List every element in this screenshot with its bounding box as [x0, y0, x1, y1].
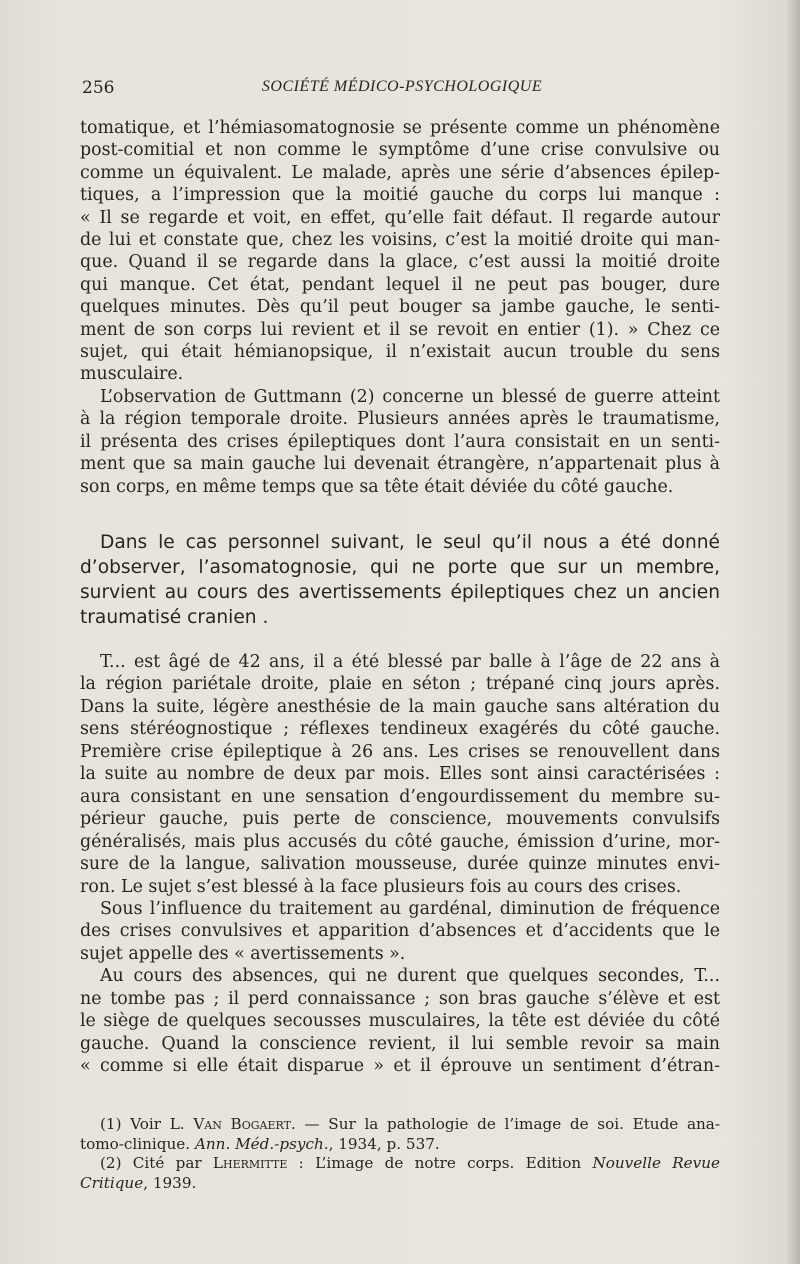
- footnote-text: , 1939.: [143, 1173, 197, 1192]
- footnote-text: tomo-clinique.: [80, 1134, 195, 1153]
- footnote-1-cont: [80, 1135, 720, 1155]
- text-line: L’observation de Guttmann (2) concerne un blessé de guerre atteint: [100, 386, 720, 407]
- text-line: quelques minutes. Dès qu’il peut bouger sa jambe gauche, le senti-: [80, 297, 720, 318]
- text-line: périeur gauche, puis perte de conscience, mouvements convulsifs: [80, 809, 720, 830]
- text-line: sujet appelle des « avertissements ».: [80, 943, 406, 964]
- text-line: Au cours des absences, qui ne durent que quelques secondes, T...: [100, 966, 720, 987]
- text-line: ment de son corps lui revient et il se revoit en entier (1). » Chez ce: [80, 319, 720, 340]
- text-line: T... est âgé de 42 ans, il a été blessé par balle à l’âge de 22 ans à: [100, 652, 720, 672]
- footnote-text: (2) Cité par: [100, 1154, 213, 1172]
- case-report: [80, 651, 720, 1078]
- main-text-top: [80, 117, 720, 498]
- text-line: ron. Le sujet s’est blessé à la face plusieurs fois au cours des crises.: [80, 876, 682, 897]
- text-line: des crises convulsives et apparition d’absences et d’accidents que le: [80, 921, 720, 942]
- text-line: musculaire.: [80, 364, 184, 385]
- text-line: « Il se regarde et voit, en effet, qu’elle fait défaut. Il regarde autour: [80, 207, 720, 228]
- text-line: Première crise épileptique à 26 ans. Les crises se renouvellent dans: [80, 741, 720, 762]
- footnotes: [80, 1115, 720, 1193]
- text-line: sujet, qui était hémianopsique, il n’existait aucun trouble du sens: [80, 342, 720, 363]
- text-line: généralisés, mais plus accusés du côté gauche, émission d’urine, mor-: [80, 831, 720, 852]
- text-line: Dans la suite, légère anesthésie de la main gauche sans altération du: [80, 696, 720, 717]
- page-edge-shadow: [786, 0, 800, 1264]
- footnote-2: [80, 1154, 720, 1174]
- page-number: 256: [82, 78, 115, 98]
- text-line: son corps, en même temps que sa tête était déviée du côté gauche.: [80, 476, 674, 497]
- text-line: survient au cours des avertissements épileptiques chez un ancien: [80, 582, 720, 603]
- text-line: ne tombe pas ; il perd connaissance ; son bras gauche s’élève et est: [80, 988, 720, 1009]
- text-line: Sous l’influence du traitement au gardénal, diminution de fréquence: [100, 898, 720, 919]
- text-line: la région pariétale droite, plaie en séton ; trépané cinq jours après.: [80, 674, 720, 695]
- text-line: Dans le cas personnel suivant, le seul qu’il nous a été donné: [100, 532, 720, 553]
- footnote-journal: Nouvelle Revue: [592, 1154, 720, 1172]
- text-line: ment que sa main gauche lui devenait étrangère, n’appartenait plus à: [80, 454, 720, 475]
- text-line: sure de la langue, salivation mousseuse, durée quinze minutes envi-: [80, 854, 720, 875]
- footnote-author: Van Bogaert: [193, 1115, 291, 1133]
- text-line: tiques, a l’impression que la moitié gauche du corps lui manque :: [80, 185, 720, 206]
- footnote-author: Lhermitte: [212, 1154, 288, 1172]
- paragraph-2: [80, 386, 720, 498]
- page-header: [82, 78, 718, 100]
- text-line: d’observer, l’asomatognosie, qui ne porte que sur un membre,: [80, 557, 720, 578]
- footnote-2-cont: [80, 1174, 720, 1194]
- paragraph-1: [80, 117, 720, 386]
- paragraph-6: [80, 965, 720, 1077]
- text-line: que. Quand il se regarde dans la glace, c’est aussi la moitié droite: [80, 252, 720, 273]
- text-line: il présenta des crises épileptiques dont l’aura consistait en un senti-: [80, 431, 720, 452]
- footnote-text: , 1934, p. 537.: [328, 1134, 440, 1153]
- running-title: SOCIÉTÉ MÉDICO-PSYCHOLOGIQUE: [261, 78, 543, 95]
- footnote-journal: Ann. Méd.-psych.: [194, 1134, 329, 1153]
- text-line: le siège de quelques secousses musculaires, la tête est déviée du côté: [80, 1011, 720, 1032]
- text-line: comme un équivalent. Le malade, après une série d’absences épilep-: [80, 162, 720, 183]
- paragraph-5: [80, 898, 720, 965]
- footnote-text: (1) Voir L.: [100, 1115, 194, 1133]
- text-line: post-comitial et non comme le symptôme d’une crise convulsive ou: [80, 140, 720, 161]
- text-line: « comme si elle était disparue » et il éprouve un sentiment d’étran-: [80, 1056, 720, 1077]
- paragraph-3-inserted: [80, 530, 720, 630]
- text-line: qui manque. Cet état, pendant lequel il ne peut pas bouger, dure: [80, 274, 720, 295]
- text-line: la suite au nombre de deux par mois. Elles sont ainsi caractérisées :: [80, 764, 720, 785]
- text-line: sens stéréognostique ; réflexes tendineux exagérés du côté gauche.: [80, 719, 720, 740]
- text-line: traumatisé cranien .: [80, 607, 269, 628]
- footnote-journal: Critique: [80, 1173, 144, 1192]
- footnote-1: [80, 1115, 720, 1135]
- text-line: aura consistant en une sensation d’engourdissement du membre su-: [80, 786, 720, 807]
- paragraph-4: [80, 651, 720, 898]
- text-line: de lui et constate que, chez les voisins, c’est la moitié droite qui man-: [80, 230, 720, 251]
- text-line: à la région temporale droite. Plusieurs années après le traumatisme,: [80, 409, 720, 430]
- footnote-text: . — Sur la pathologie de l’image de soi. Etude ana-: [290, 1115, 720, 1133]
- footnote-text: : L’image de notre corps. Edition: [287, 1154, 593, 1172]
- text-line: tomatique, et l’hémiasomatognosie se présente comme un phénomène: [80, 118, 720, 138]
- text-line: gauche. Quand la conscience revient, il lui semble revoir sa main: [80, 1033, 720, 1054]
